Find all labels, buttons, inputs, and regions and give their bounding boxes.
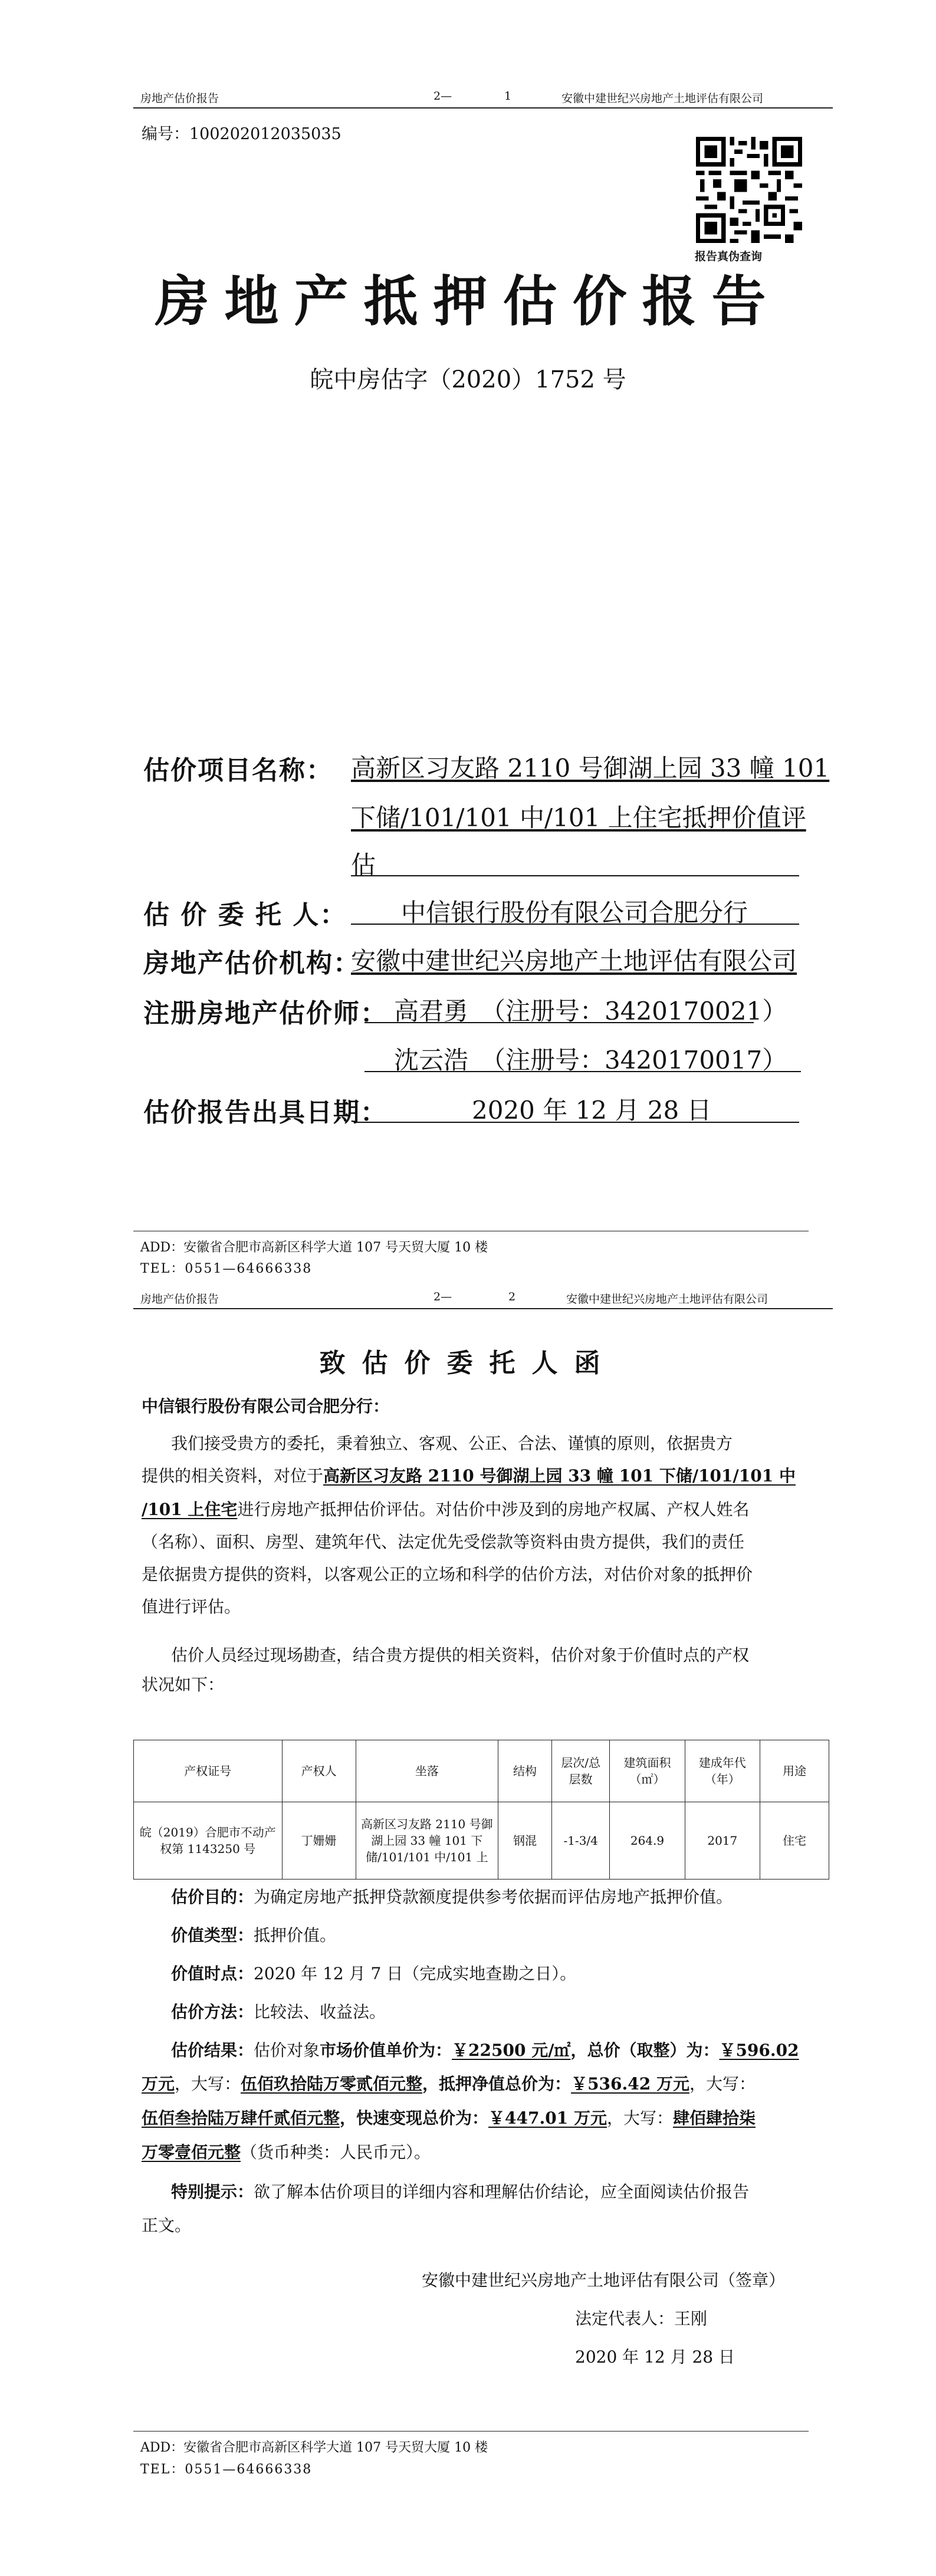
result-text: ，抵押净值总价为： — [422, 2074, 572, 2094]
tip-label: 特别提示： — [171, 2182, 254, 2202]
purpose-value: 为确定房地产抵押贷款额度提供参考依据而评估房地产抵押价值。 — [254, 1887, 733, 1907]
property-table — [133, 1740, 829, 1880]
footer-address: ADD：安徽省合肥市高新区科学大道 107 号天贸大厦 10 楼 — [140, 1240, 488, 1255]
date-value: 2020 年 12 月 28 日 — [472, 1096, 712, 1125]
table-cell: 264.9 — [610, 1802, 685, 1880]
result-text: 估价对象 — [254, 2041, 320, 2060]
sign-date: 2020 年 12 月 28 日 — [575, 2347, 735, 2367]
sign-representative: 法定代表人：王刚 — [575, 2309, 708, 2328]
result-text: ，总价（取整）为： — [570, 2041, 720, 2060]
letter-title: 致估价委托人函 — [319, 1348, 617, 1378]
table-row — [134, 1802, 829, 1880]
result-text: ，大写： — [689, 2074, 756, 2094]
para1-line5: 是依据贵方提供的资料，以客观公正的立场和科学的估价方法，对估价对象的抵押价 — [142, 1565, 753, 1584]
result-text: 市场价值单价为： — [320, 2041, 452, 2060]
header-right: 安徽中建世纪兴房地产土地评估有限公司 — [566, 1293, 768, 1306]
result-line2 — [142, 2071, 756, 2095]
project-value-line3: 估 — [351, 850, 376, 879]
header-page: 2— — [433, 1290, 452, 1303]
project-value-line2: 下储/101/101 中/101 上住宅抵押价值评 — [351, 803, 806, 832]
header-page: 2— — [433, 90, 452, 103]
appraiser-label: 注册房地产估价师： — [143, 998, 387, 1029]
table-header-cell: 结构 — [498, 1740, 551, 1802]
header-left: 房地产估价报告 — [140, 1293, 219, 1306]
para2-line1: 估价人员经过现场勘查，结合贵方提供的相关资料，估价对象于价值时点的产权 — [171, 1645, 750, 1665]
appraiser-2: 沈云浩 （注册号：3420170017） — [394, 1046, 787, 1075]
client-label: 估 价 委 托 人： — [143, 900, 347, 930]
method-row — [171, 1999, 386, 2023]
qr-code-icon[interactable] — [696, 137, 802, 243]
total-price-unit: 万元 — [142, 2074, 175, 2094]
agency-value: 安徽中建世纪兴房地产土地评估有限公司 — [351, 947, 797, 975]
footer-address: ADD：安徽省合肥市高新区科学大道 107 号天贸大厦 10 楼 — [140, 2440, 488, 2455]
project-label: 估价项目名称： — [143, 755, 333, 786]
header-rule — [133, 107, 833, 109]
quick-sale-value: ￥447.01 万元 — [488, 2108, 607, 2128]
client-value: 中信银行股份有限公司合肥分行 — [401, 898, 748, 927]
table-cell: 高新区习友路 2110 号御湖上园 33 幢 101 下储/101/101 中/101 上 — [356, 1802, 498, 1880]
client-underline — [351, 924, 799, 925]
purpose-label: 估价目的： — [171, 1887, 254, 1907]
total-price: ￥596.02 — [719, 2041, 799, 2060]
project-value-line1: 高新区习友路 2110 号御湖上园 33 幢 101 — [351, 754, 830, 783]
table-header-row — [134, 1740, 829, 1802]
result-line1 — [171, 2038, 799, 2061]
footer-tel: TEL：0551—64666338 — [140, 1261, 313, 1276]
header-page-num: 1 — [504, 90, 512, 103]
date-underline — [354, 1122, 799, 1123]
report-doc-number: 皖中房估字（2020）1752 号 — [310, 366, 626, 393]
para1-line3 — [142, 1495, 749, 1524]
quick-sale-words-cont: 万零壹佰元整 — [142, 2143, 241, 2162]
value-time-value: 2020 年 12 月 7 日（完成实地查勘之日）。 — [254, 1964, 577, 1983]
result-text: ，大写： — [175, 2074, 241, 2094]
project-underline — [351, 875, 799, 876]
table-header-cell: 层次/总层数 — [552, 1740, 610, 1802]
header-left: 房地产估价报告 — [140, 92, 219, 105]
table-cell: 皖（2019）合肥市不动产权第 1143250 号 — [134, 1802, 283, 1880]
net-mortgage-value: ￥536.42 万元 — [571, 2074, 689, 2094]
result-line3 — [142, 2105, 756, 2129]
table-header-cell: 产权人 — [282, 1740, 356, 1802]
result-text: ，大写： — [606, 2108, 673, 2128]
para1-line4: （名称）、面积、房型、建筑年代、法定优先受偿款等资料由贵方提供，我们的责任 — [142, 1532, 745, 1552]
value-time-label: 价值时点： — [171, 1964, 254, 1983]
header-page-num: 2 — [508, 1290, 516, 1303]
serial-number: 编号：100202012035035 — [142, 125, 341, 143]
table-header-cell: 用途 — [760, 1740, 829, 1802]
table-header-cell: 产权证号 — [134, 1740, 283, 1802]
appraiser-1: 高君勇 （注册号：3420170021） — [394, 997, 787, 1026]
qr-caption: 报告真伪查询 — [695, 250, 763, 263]
date-label: 估价报告出具日期： — [143, 1098, 387, 1128]
property-address: 高新区习友路 2110 号御湖上园 33 幢 101 下储/101/101 中 — [323, 1466, 796, 1486]
report-title: 房地产抵押估价报告 — [155, 270, 781, 333]
tip-line2: 正文。 — [142, 2216, 192, 2235]
para1-text: 进行房地产抵押估价评估。对估价中涉及到的房地产权属、产权人姓名 — [237, 1500, 750, 1519]
result-label: 估价结果： — [171, 2041, 254, 2060]
table-cell: 钢混 — [498, 1802, 551, 1880]
footer-tel: TEL：0551—64666338 — [140, 2462, 313, 2477]
table-cell: 住宅 — [760, 1802, 829, 1880]
para1-line1: 我们接受贵方的委托，秉着独立、客观、公正、合法、谨慎的原则，依据贵方 — [171, 1434, 733, 1453]
para2-line2: 状况如下： — [142, 1675, 225, 1694]
addressee: 中信银行股份有限公司合肥分行： — [142, 1397, 390, 1416]
table-header-cell: 建筑面积（㎡） — [610, 1740, 685, 1802]
header-right: 安徽中建世纪兴房地产土地评估有限公司 — [561, 92, 764, 105]
table-cell: -1-3/4 — [552, 1802, 610, 1880]
table-cell: 丁姗姗 — [282, 1802, 356, 1880]
tip-text: 欲了解本估价项目的详细内容和理解估价结论，应全面阅读估价报告 — [254, 2182, 750, 2202]
value-type-label: 价值类型： — [171, 1926, 254, 1945]
table-cell: 2017 — [685, 1802, 760, 1880]
appraiser-2-underline — [364, 1071, 801, 1072]
result-text: ，快速变现总价为： — [340, 2108, 489, 2128]
unit-price: ￥22500 元/㎡ — [452, 2041, 571, 2060]
quick-sale-words: 肆佰肆拾柒 — [672, 2108, 756, 2128]
table-header-cell: 坐落 — [356, 1740, 498, 1802]
footer-rule — [133, 2431, 809, 2432]
purpose-row — [171, 1884, 733, 1908]
method-label: 估价方法： — [171, 2002, 254, 2022]
result-line4 — [142, 2140, 431, 2163]
header-rule — [133, 1308, 833, 1309]
tip-line1 — [171, 2179, 749, 2203]
property-address-cont: /101 上住宅 — [142, 1500, 238, 1519]
currency-note: （货币种类：人民币元）。 — [241, 2143, 431, 2162]
appraiser-1-underline — [364, 1022, 754, 1023]
table-header-cell: 建成年代（年） — [685, 1740, 760, 1802]
para1-text: 提供的相关资料，对位于 — [142, 1466, 324, 1486]
value-time-row — [171, 1961, 576, 1984]
sign-company: 安徽中建世纪兴房地产土地评估有限公司（签章） — [422, 2271, 786, 2290]
para1-line6: 值进行评估。 — [142, 1597, 241, 1616]
net-value-words: 伍佰叁拾陆万肆仟贰佰元整 — [142, 2108, 340, 2128]
total-price-words: 伍佰玖拾陆万零贰佰元整 — [241, 2074, 423, 2094]
value-type-row — [171, 1923, 336, 1946]
para1-line2 — [142, 1461, 796, 1490]
method-value: 比较法、收益法。 — [254, 2002, 386, 2022]
agency-label: 房地产估价机构： — [143, 948, 360, 978]
value-type-value: 抵押价值。 — [254, 1926, 337, 1945]
